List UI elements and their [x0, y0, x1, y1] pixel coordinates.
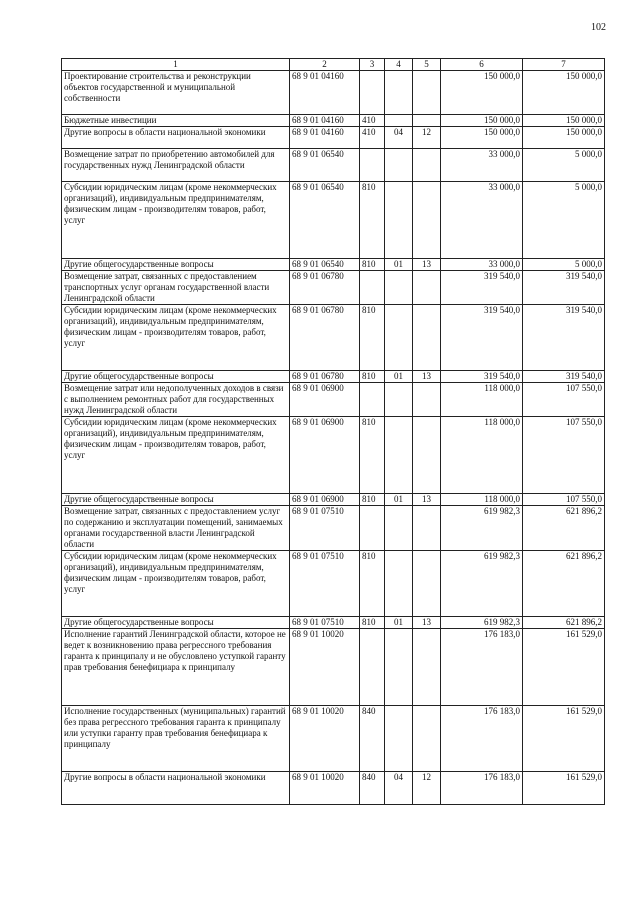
section-cell: 04 — [385, 772, 413, 805]
table-row — [62, 617, 605, 629]
row-name-cell: Субсидии юридическим лицам (кроме некоммерческих организаций), индивидуальным предпринимателям, физическим лицам - производителям товаров, работ, услуг — [62, 305, 290, 371]
amount-cell-2: 621 896,2 — [523, 506, 605, 551]
amount-cell-2: 107 550,0 — [523, 383, 605, 417]
column-header: 2 — [290, 59, 360, 71]
subsection-cell: 13 — [413, 371, 441, 383]
code-cell: 68 9 01 04160 — [290, 115, 360, 127]
table-row — [62, 271, 605, 305]
code-cell: 68 9 01 06780 — [290, 305, 360, 371]
section-cell — [385, 629, 413, 706]
code-cell: 68 9 01 10020 — [290, 772, 360, 805]
row-name-cell: Другие вопросы в области национальной экономики — [62, 772, 290, 805]
expense-type-cell — [360, 629, 385, 706]
row-name-cell: Возмещение затрат, связанных с предоставлением транспортных услуг органам государственной власти Ленинградской области — [62, 271, 290, 305]
subsection-cell — [413, 551, 441, 617]
subsection-cell: 13 — [413, 617, 441, 629]
amount-cell-2: 319 540,0 — [523, 305, 605, 371]
amount-cell-1: 150 000,0 — [441, 71, 523, 115]
subsection-cell — [413, 115, 441, 127]
expense-type-cell — [360, 506, 385, 551]
subsection-cell — [413, 149, 441, 182]
section-cell — [385, 706, 413, 772]
table-row — [62, 115, 605, 127]
code-cell: 68 9 01 10020 — [290, 629, 360, 706]
row-name-cell: Другие общегосударственные вопросы — [62, 494, 290, 506]
subsection-cell — [413, 383, 441, 417]
amount-cell-1: 319 540,0 — [441, 371, 523, 383]
table-row — [62, 371, 605, 383]
amount-cell-2: 319 540,0 — [523, 271, 605, 305]
amount-cell-1: 33 000,0 — [441, 149, 523, 182]
expense-type-cell: 840 — [360, 772, 385, 805]
amount-cell-2: 107 550,0 — [523, 417, 605, 494]
amount-cell-1: 319 540,0 — [441, 305, 523, 371]
code-cell: 68 9 01 04160 — [290, 71, 360, 115]
row-name-cell: Проектирование строительства и реконструкции объектов государственной и муниципальной собственности — [62, 71, 290, 115]
table-row — [62, 305, 605, 371]
section-cell: 01 — [385, 494, 413, 506]
subsection-cell: 12 — [413, 772, 441, 805]
code-cell: 68 9 01 06540 — [290, 259, 360, 271]
amount-cell-1: 176 183,0 — [441, 629, 523, 706]
section-cell — [385, 115, 413, 127]
table-row — [62, 506, 605, 551]
amount-cell-2: 319 540,0 — [523, 371, 605, 383]
budget-table — [61, 58, 605, 805]
column-header: 7 — [523, 59, 605, 71]
amount-cell-1: 619 982,3 — [441, 551, 523, 617]
row-name-cell: Исполнение государственных (муниципальных) гарантий без права регрессного требования гаранта к принципалу или уступки гаранту прав требования бенефициара к принципалу — [62, 706, 290, 772]
column-header: 4 — [385, 59, 413, 71]
subsection-cell — [413, 706, 441, 772]
amount-cell-1: 33 000,0 — [441, 259, 523, 271]
amount-cell-2: 621 896,2 — [523, 617, 605, 629]
expense-type-cell — [360, 271, 385, 305]
code-cell: 68 9 01 06900 — [290, 494, 360, 506]
column-header: 5 — [413, 59, 441, 71]
table-row — [62, 494, 605, 506]
subsection-cell — [413, 271, 441, 305]
column-header: 6 — [441, 59, 523, 71]
amount-cell-1: 319 540,0 — [441, 271, 523, 305]
expense-type-cell: 840 — [360, 706, 385, 772]
section-cell — [385, 383, 413, 417]
column-header: 1 — [62, 59, 290, 71]
table-row — [62, 259, 605, 271]
code-cell: 68 9 01 06900 — [290, 383, 360, 417]
section-cell: 01 — [385, 259, 413, 271]
row-name-cell: Другие вопросы в области национальной экономики — [62, 127, 290, 149]
expense-type-cell: 810 — [360, 551, 385, 617]
amount-cell-1: 176 183,0 — [441, 706, 523, 772]
subsection-cell — [413, 417, 441, 494]
amount-cell-1: 150 000,0 — [441, 127, 523, 149]
amount-cell-2: 5 000,0 — [523, 182, 605, 259]
header-row — [62, 59, 605, 71]
subsection-cell — [413, 182, 441, 259]
code-cell: 68 9 01 07510 — [290, 617, 360, 629]
expense-type-cell: 410 — [360, 115, 385, 127]
table-row — [62, 417, 605, 494]
code-cell: 68 9 01 07510 — [290, 506, 360, 551]
row-name-cell: Субсидии юридическим лицам (кроме некоммерческих организаций), индивидуальным предпринимателям, физическим лицам - производителям товаров, работ, услуг — [62, 417, 290, 494]
expense-type-cell: 810 — [360, 617, 385, 629]
amount-cell-2: 150 000,0 — [523, 71, 605, 115]
row-name-cell: Бюджетные инвестиции — [62, 115, 290, 127]
row-name-cell: Возмещение затрат или недополученных доходов в связи с выполнением ремонтных работ для государственных нужд Ленинградской области — [62, 383, 290, 417]
amount-cell-1: 176 183,0 — [441, 772, 523, 805]
table-row — [62, 772, 605, 805]
amount-cell-1: 619 982,3 — [441, 617, 523, 629]
subsection-cell: 12 — [413, 127, 441, 149]
row-name-cell: Возмещение затрат по приобретению автомобилей для государственных нужд Ленинградской области — [62, 149, 290, 182]
amount-cell-2: 150 000,0 — [523, 115, 605, 127]
section-cell — [385, 417, 413, 494]
expense-type-cell: 410 — [360, 127, 385, 149]
expense-type-cell — [360, 149, 385, 182]
table-row — [62, 551, 605, 617]
subsection-cell — [413, 629, 441, 706]
row-name-cell: Другие общегосударственные вопросы — [62, 617, 290, 629]
expense-type-cell — [360, 71, 385, 115]
amount-cell-2: 5 000,0 — [523, 149, 605, 182]
table-row — [62, 127, 605, 149]
expense-type-cell: 810 — [360, 182, 385, 259]
amount-cell-1: 118 000,0 — [441, 494, 523, 506]
subsection-cell: 13 — [413, 259, 441, 271]
subsection-cell — [413, 506, 441, 551]
code-cell: 68 9 01 06780 — [290, 271, 360, 305]
subsection-cell: 13 — [413, 494, 441, 506]
amount-cell-1: 150 000,0 — [441, 115, 523, 127]
subsection-cell — [413, 305, 441, 371]
table-row — [62, 629, 605, 706]
code-cell: 68 9 01 06540 — [290, 149, 360, 182]
table-row — [62, 182, 605, 259]
amount-cell-2: 161 529,0 — [523, 772, 605, 805]
amount-cell-1: 619 982,3 — [441, 506, 523, 551]
subsection-cell — [413, 71, 441, 115]
expense-type-cell: 810 — [360, 417, 385, 494]
code-cell: 68 9 01 06540 — [290, 182, 360, 259]
table-row — [62, 71, 605, 115]
amount-cell-2: 161 529,0 — [523, 629, 605, 706]
expense-type-cell: 810 — [360, 494, 385, 506]
column-header: 3 — [360, 59, 385, 71]
amount-cell-2: 107 550,0 — [523, 494, 605, 506]
section-cell — [385, 551, 413, 617]
row-name-cell: Субсидии юридическим лицам (кроме некоммерческих организаций), индивидуальным предпринимателям, физическим лицам - производителям товаров, работ, услуг — [62, 182, 290, 259]
section-cell — [385, 305, 413, 371]
code-cell: 68 9 01 10020 — [290, 706, 360, 772]
table-row — [62, 383, 605, 417]
expense-type-cell: 810 — [360, 259, 385, 271]
amount-cell-2: 161 529,0 — [523, 706, 605, 772]
amount-cell-1: 118 000,0 — [441, 383, 523, 417]
section-cell — [385, 271, 413, 305]
code-cell: 68 9 01 06900 — [290, 417, 360, 494]
section-cell — [385, 149, 413, 182]
table-row — [62, 149, 605, 182]
code-cell: 68 9 01 04160 — [290, 127, 360, 149]
section-cell: 04 — [385, 127, 413, 149]
section-cell — [385, 182, 413, 259]
row-name-cell: Другие общегосударственные вопросы — [62, 259, 290, 271]
amount-cell-2: 5 000,0 — [523, 259, 605, 271]
amount-cell-2: 150 000,0 — [523, 127, 605, 149]
code-cell: 68 9 01 06780 — [290, 371, 360, 383]
code-cell: 68 9 01 07510 — [290, 551, 360, 617]
section-cell: 01 — [385, 371, 413, 383]
row-name-cell: Исполнение гарантий Ленинградской области, которое не ведет к возникновению права регрессного требования гаранта к принципалу и не обусловлено уступкой гаранту прав требования бенефициара к принципалу — [62, 629, 290, 706]
amount-cell-1: 118 000,0 — [441, 417, 523, 494]
page-number: 102 — [591, 22, 606, 33]
expense-type-cell: 810 — [360, 371, 385, 383]
amount-cell-2: 621 896,2 — [523, 551, 605, 617]
row-name-cell: Субсидии юридическим лицам (кроме некоммерческих организаций), индивидуальным предпринимателям, физическим лицам - производителям товаров, работ, услуг — [62, 551, 290, 617]
section-cell: 01 — [385, 617, 413, 629]
section-cell — [385, 71, 413, 115]
row-name-cell: Другие общегосударственные вопросы — [62, 371, 290, 383]
amount-cell-1: 33 000,0 — [441, 182, 523, 259]
section-cell — [385, 506, 413, 551]
expense-type-cell — [360, 383, 385, 417]
row-name-cell: Возмещение затрат, связанных с предоставлением услуг по содержанию и эксплуатации помещений, занимаемых органами государственной власти Ленинградской области — [62, 506, 290, 551]
expense-type-cell: 810 — [360, 305, 385, 371]
table-row — [62, 706, 605, 772]
